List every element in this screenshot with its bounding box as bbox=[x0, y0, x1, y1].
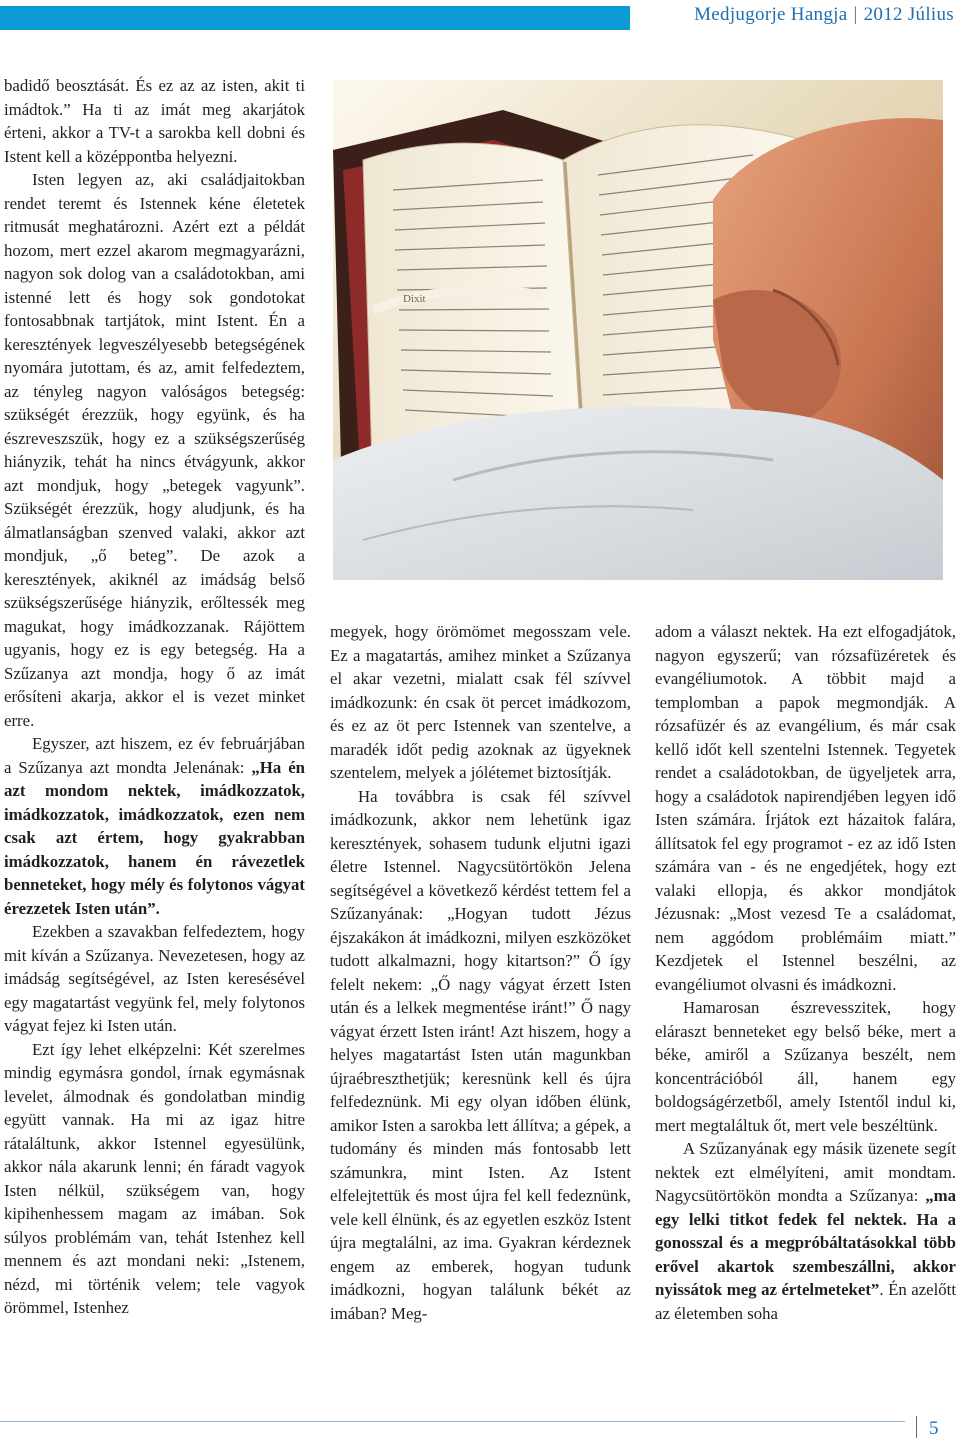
header-separator: | bbox=[853, 4, 858, 25]
quote-bold: „Ha én azt mondom nektek, imádkozzatok, imádkozzatok, imádkozzatok, ezen nem csak azt értem, hogy gyakrabban imádkozzatok, hanem én rávezetlek benneteket, hogy mély és folytonos vágyat érezzetek Isten után”. bbox=[4, 757, 305, 918]
footer-separator bbox=[916, 1416, 917, 1438]
bible-reading-photo bbox=[333, 80, 943, 580]
paragraph-quote bbox=[655, 1137, 956, 1325]
bookmark-label: Dixit bbox=[403, 293, 426, 305]
text-column-3 bbox=[655, 620, 956, 1325]
page-number: 5 bbox=[929, 1418, 939, 1439]
paragraph: Ezt így lehet elképzelni: Két szerelmes mindig egymásra gondol, írnak egymásnak levelet, álmodnak és gondolatban mindig együtt vannak. Ha mi az igaz hitre rátaláltunk, akkor Istennel egyesülünk, akkor nála akarunk lenni; én fáradt vagyok Isten nélkül, szükségem van, hogy kipihenhessem magam az imában. Sok súlyos problémám van, tehát Istenhez kell mennem és azt mondani neki: „Istenem, nézd, mi történik velem; tele vagyok örömmel, Istenhez bbox=[4, 1039, 305, 1317]
paragraph: badidő beosztását. És ez az az isten, akit ti imádtok.” Ha ti az imát meg akarjátok érteni, akkor a TV-t a sarokba kell dobni és Istent kell a középpontba helyezni. bbox=[4, 76, 305, 166]
quote-continuation: . Én azelőtt az életemben soha bbox=[655, 1280, 956, 1323]
magazine-title: Medjugorje Hangja bbox=[694, 4, 848, 25]
issue-date: 2012 Július bbox=[863, 4, 954, 25]
paragraph: Isten legyen az, aki családjaitokban rendet teremt és Istennek kéne életetek ritmusát meghatározni. Azért ezt a példát hozom, mert ezzel akarom megmagyarázni, nagyon sok dolog van a családotokban, ami istenné lett és hogy sok gondotokat fontosabbnak tartjátok, mint Istent. Én a keresztények legveszélyesebb betegségének nyomára jutottam, és az, amit felfedeztem, az tényleg nagyon valóságos betegség: szükségét érezzük, hogy együnk, és ha észreveszszük, hogy ez a szükségszerűség hiányzik, tehát ha nincs étvágyunk, akkor azt mondjuk, hogy „betegek vagyunk”. Szükségét érezzük, hogy aludjunk, és ha álmatlanságban szenved valaki, akkor azt mondjuk, „ő beteg”. De azok a keresztények, akiknél az imádság belső szükségszerűsége hiányzik, erőltessék meg magukat, hogy imádkozzanak. Rájöttem ugyanis, hogy ez is egy betegség. Ha a Szűzanya azt mondja, hogy ő az imát erősíteni akarja, akkor el is vezet minket erre. bbox=[4, 170, 305, 730]
paragraph: Ha továbbra is csak fél szívvel imádkozunk, akkor nem lehetünk igaz keresztények, sohasem tudunk eljutni igazi életre Istennel. Nagycsütörtökön Jelena segítségével a következő kérdést tettem fel a Szűzanyának: „Hogyan tudott Jézus éjszakákon át imádkozni, milyen eszközöket tudott alkalmazni, hogy kitartson?” Ő így felelt nekem: „Ő nagy vágyat érzett Isten után és a lelkek megmentése iránt!” Ő nagy vágyat érzett Isten iránt! Azt hiszem, hogy a helyes magatartást Isten után magunkban újraébreszthetjük; keresnünk kell és újra felfedeznünk. Mi egy olyan időben élünk, amikor Isten a sarokba lett állítva; a gépek, a tudomány és minden más fontosabb lett számunkra, mint Isten. Az Istent elfelejtettük és most újra fel kell fedeznünk, vele kell élnünk, és az egyetlen eszköz Istent újra megtalálni, az ima. Gyakran kérdeznek engem az emberek, hogyan tudunk imádkozni, hogyan találunk békét az imában? Meg- bbox=[330, 786, 632, 1323]
text-column-1 bbox=[4, 74, 305, 1320]
quote-intro: Egyszer, azt hiszem, ez év februárjában a Szűzanya azt mondta Jelenának: bbox=[4, 734, 305, 777]
paragraph: adom a választ nektek. Ha ezt elfogadjátok, nagyon egyszerű; van rózsafüzéretek és evangéliumotok. A többit majd a templomban a papok megmondják. A rózsafüzér és az evangélium, és már csak kellő időt kell szentelni Istennek. Tegyetek rendet a családotokban, de ügyeljetek arra, hogy a családotok napirendjében legyen idő Isten számára. Írjátok ezt házaitok falára, állítsatok fel egy programot - ez az idő Isten számára van - és ne engedjétek, hogy ezt valaki ellopja, és akkor mondjátok Jézusnak: „Most vezesd Te a családomat, nem aggódom problémáim miatt.” Kezdjetek el Istennel beszélni, az evangéliumot olvasni és imádkozni. bbox=[655, 622, 956, 994]
quote-intro: A Szűzanyának egy másik üzenete segít nektek ezt elmélyíteni, amit mondtam. Nagycsütörtökön mondta a Szűzanya: bbox=[655, 1139, 956, 1205]
footer-rule bbox=[0, 1421, 905, 1422]
photo-illustration bbox=[333, 80, 943, 580]
running-header bbox=[694, 4, 954, 26]
quote-bold: „ma egy lelki titkot fedek fel nektek. Ha a gonosszal és a megpróbáltatásokkal több erővel akartok szembeszállni, akkor nyissátok meg az értelmeteket” bbox=[655, 1186, 956, 1299]
paragraph: Ezekben a szavakban felfedeztem, hogy mit kíván a Szűzanya. Nevezetesen, hogy az imádság segítségével, az Isten keresésével egy magatartást vegyünk fel, mely folytonos vágyat fejez ki Isten után. bbox=[4, 922, 305, 1035]
paragraph: megyek, hogy örömömet megosszam vele. Ez a magatartás, amihez minket a Szűzanya el akar vezetni, mialatt csak fél szívvel imádkozunk: én csak öt percet imádkozom, és ez az öt perc Istennek van szentelve, a maradék időt pedig azoknak az ügyeknek szentelem, melyek a jólétemet biztosítják. bbox=[330, 622, 631, 782]
paragraph-quote bbox=[4, 732, 305, 920]
header-color-bar bbox=[0, 6, 630, 30]
text-column-2 bbox=[330, 620, 631, 1325]
paragraph: Hamarosan észrevesszitek, hogy eláraszt benneteket egy belső béke, mert a béke, amiről a Szűzanya beszélt, nem koncentrációból áll, hanem egy boldogságérzetből, amely Istentől indul ki, mert megtaláltuk őt, mert vele beszéltünk. bbox=[655, 998, 956, 1135]
